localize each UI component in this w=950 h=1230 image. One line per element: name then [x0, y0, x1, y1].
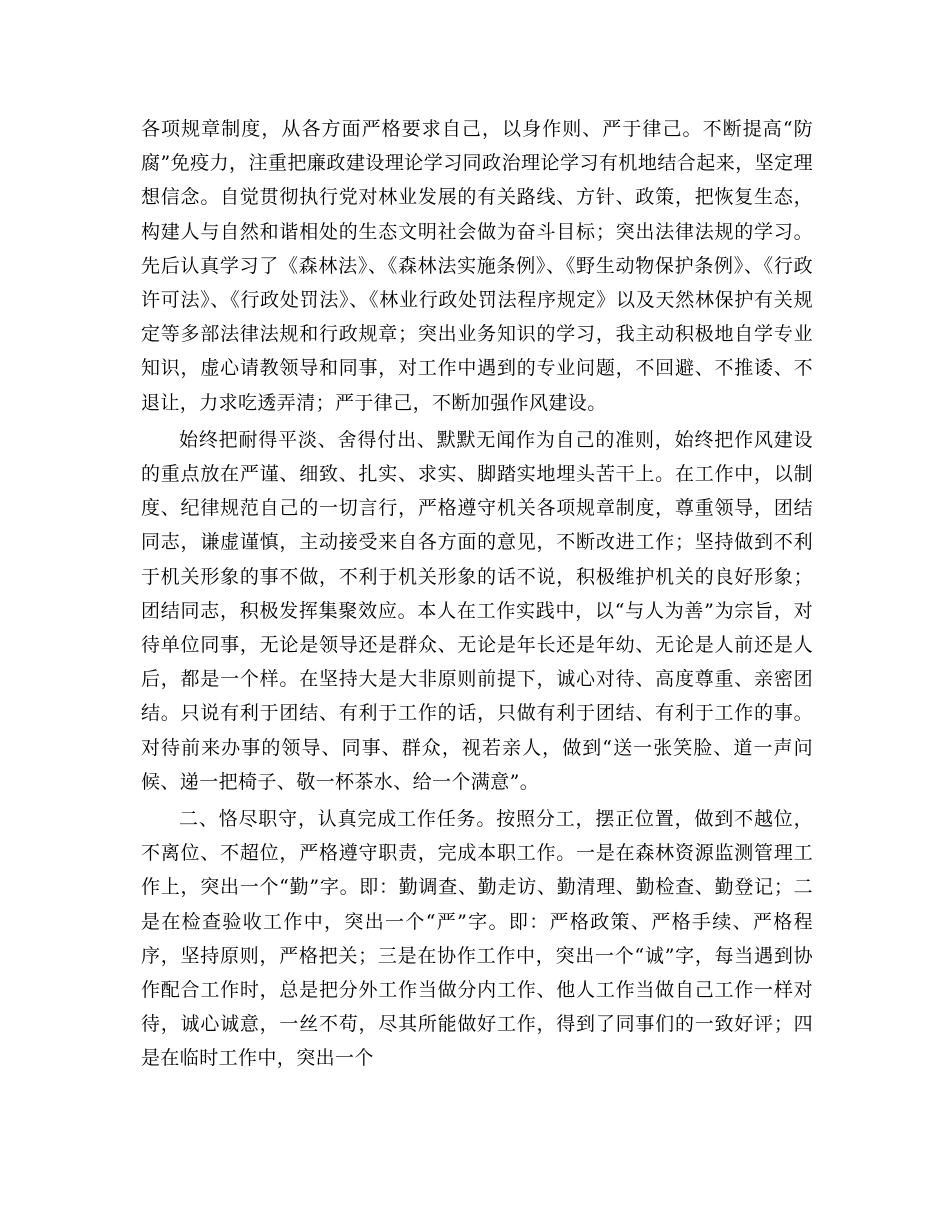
paragraph-2: 始终把耐得平淡、舍得付出、默默无闻作为自己的准则，始终把作风建设的重点放在严谨、细致、扎实、求实、脚踏实地埋头苦干上。在工作中，以制度、纪律规范自己的一切言行，严格遵守机关各项规章制度，尊重领导，团结同志，谦虚谨慎，主动接受来自各方面的意见，不断改进工作；坚持做到不利于机关形象的事不做，不利于机关形象的话不说，积极维护机关的良好形象；团结同志，积极发挥集聚效应。本人在工作实践中，以“与人为善”为宗旨，对待单位同事，无论是领导还是群众、无论是年长还是年幼、无论是人前还是人后，都是一个样。在坚持大是大非原则前提下，诚心对待、高度尊重、亲密团结。只说有利于团结、有利于工作的话，只做有利于团结、有利于工作的事。对待前来办事的领导、同事、群众，视若亲人，做到“送一张笑脸、道一声问候、递一把椅子、敬一杯茶水、给一个满意”。 [141, 428, 813, 793]
paragraph-3: 二、恪尽职守，认真完成工作任务。按照分工，摆正位置，做到不越位，不离位、不超位，严格遵守职责，完成本职工作。一是在森林资源监测管理工作上，突出一个“勤”字。即：勤调查、勤走访、勤清理、勤检查、勤登记；二是在检查验收工作中，突出一个“严”字。即：严格政策、严格手续、严格程序，坚持原则，严格把关；三是在协作工作中，突出一个“诚”字，每当遇到协作配合工作时，总是把分外工作当做分内工作、他人工作当做自己工作一样对待，诚心诚意，一丝不苟，尽其所能做好工作，得到了同事们的一致好评；四是在临时工作中，突出一个 [141, 808, 813, 1070]
document-body [141, 112, 813, 1079]
paragraph-1: 各项规章制度，从各方面严格要求自己，以身作则、严于律己。不断提高“防腐”免疫力，注重把廉政建设理论学习同政治理论学习有机地结合起来，坚定理想信念。自觉贯彻执行党对林业发展的有关路线、方针、政策，把恢复生态，构建人与自然和谐相处的生态文明社会做为奋斗目标；突出法律法规的学习。先后认真学习了《森林法》、《森林法实施条例》、《野生动物保护条例》、《行政许可法》、《行政处罚法》、《林业行政处罚法程序规定》以及天然林保护有关规定等多部法律法规和行政规章；突出业务知识的学习，我主动积极地自学专业知识，虚心请教领导和同事，对工作中遇到的专业问题，不回避、不推诿、不退让，力求吃透弄清；严于律己，不断加强作风建设。 [141, 118, 813, 414]
